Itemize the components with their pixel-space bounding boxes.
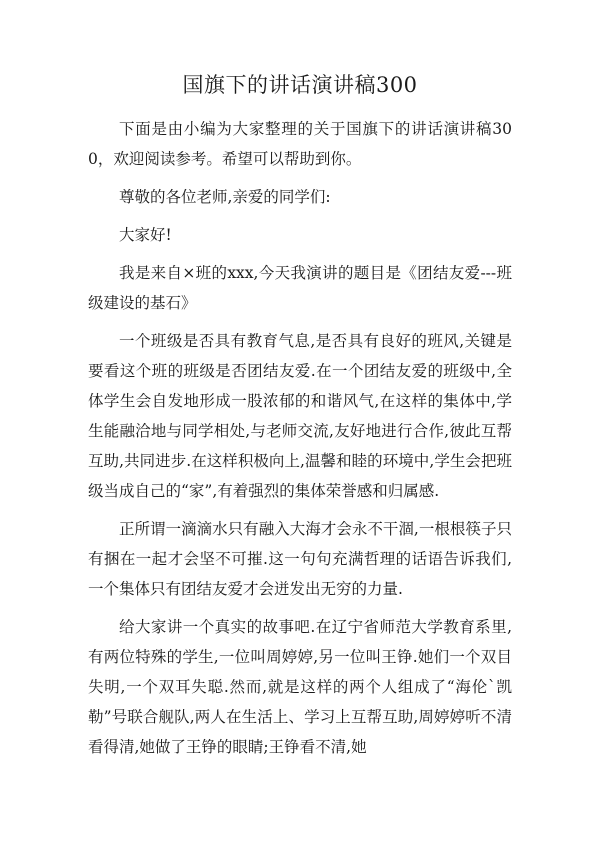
paragraph-body-3: 给大家讲一个真实的故事吧.在辽宁省师范大学教育系里,有两位特殊的学生,一位叫周婷婷,另一位叫王铮.她们一个双目失明,一个双耳失聪.然而,就是这样的两个人组成了“海伦`凯勒”号联合舰队,两人在生活上、学习上互帮互助,周婷婷听不清看得清,她做了王铮的眼睛;王铮看不清,她 [88,618,512,756]
paragraph-body-2: 正所谓一滴滴水只有融入大海才会永不干涸,一根根筷子只有捆在一起才会坚不可摧.这一句句充满哲理的话语告诉我们,一个集体只有团结友爱才会迸发出无穷的力量. [88,520,512,598]
paragraph-intro: 下面是由小编为大家整理的关于国旗下的讲话演讲稿300，欢迎阅读参考。希望可以帮助到你。 [88,120,512,168]
document-title: 国旗下的讲话演讲稿300 [182,73,418,97]
paragraph-greeting: 尊敬的各位老师,亲爱的同学们: [119,188,331,206]
paragraph-hello: 大家好! [119,226,172,244]
paragraph-topic: 我是来自×班的xxx,今天我演讲的题目是《团结友爱---班级建设的基石》 [88,264,512,312]
paragraph-body-1: 一个班级是否具有教育气息,是否具有良好的班风,关键是要看这个班的班级是否团结友爱.在一个团结友爱的班级中,全体学生会自发地形成一股浓郁的和谐风气,在这样的集体中,学生能融洽地与同学相处,与老师交流,友好地进行合作,彼此互帮互助,共同进步.在这样积极向上,温馨和睦的环境中,学生会把班级当成自己的“家”,有着强烈的集体荣誉感和归属感. [88,332,512,500]
